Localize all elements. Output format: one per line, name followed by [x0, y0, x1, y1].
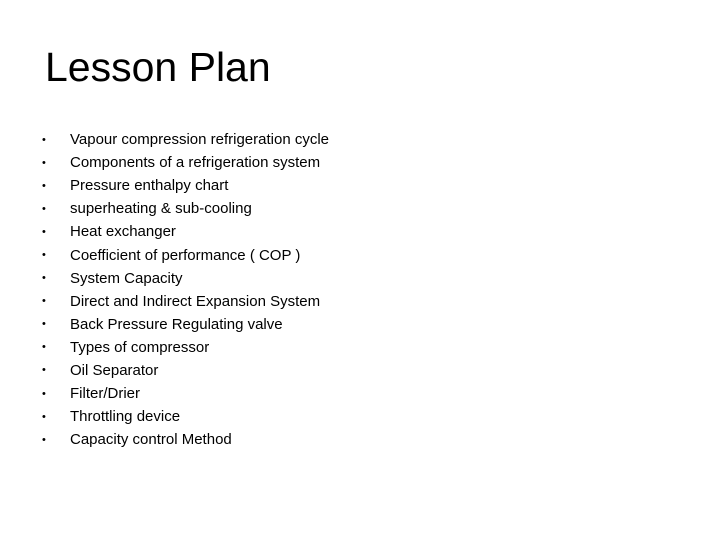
bullet-icon: • [42, 156, 46, 169]
list-item-text: Vapour compression refrigeration cycle [70, 131, 330, 149]
list-item-text: Pressure enthalpy chart [70, 177, 229, 195]
list-item [38, 290, 329, 313]
bullet-icon: • [42, 225, 46, 238]
list-item-text: Components of a refrigeration system [70, 154, 321, 172]
bullet-icon: • [42, 202, 46, 215]
list-item [38, 174, 329, 197]
list-item [38, 428, 329, 451]
list-item-text: superheating & sub-cooling [70, 200, 252, 218]
bullet-icon: • [42, 318, 46, 331]
bullet-icon: • [42, 133, 46, 146]
bullet-icon: • [42, 387, 46, 400]
slide-title: Lesson Plan [45, 44, 271, 90]
bullet-icon: • [42, 295, 46, 308]
bullet-icon: • [42, 341, 46, 354]
list-item [38, 267, 329, 290]
list-item [38, 197, 329, 220]
bullet-icon: • [42, 410, 46, 423]
list-item-text: System Capacity [70, 269, 183, 287]
bullet-icon: • [42, 249, 46, 262]
bullet-icon: • [42, 272, 46, 285]
list-item [38, 220, 329, 243]
list-item-text: Heat exchanger [70, 223, 176, 241]
list-item-text: Throttling device [70, 408, 181, 426]
list-item-text: Direct and Indirect Expansion System [70, 292, 321, 310]
list-item [38, 243, 329, 266]
list-item [38, 405, 329, 428]
list-item-text: Back Pressure Regulating valve [70, 315, 283, 333]
list-item [38, 313, 329, 336]
list-item-text: Coefficient of performance ( COP ) [70, 246, 301, 264]
list-item [38, 382, 329, 405]
list-item [38, 336, 329, 359]
list-item [38, 128, 329, 151]
list-item-text: Capacity control Method [70, 431, 232, 449]
bullet-icon: • [42, 364, 46, 377]
list-item [38, 151, 329, 174]
list-item-text: Oil Separator [70, 361, 159, 379]
list-item-text: Types of compressor [70, 338, 210, 356]
list-item [38, 359, 329, 382]
list-item-text: Filter/Drier [70, 385, 140, 403]
bullet-icon: • [42, 179, 46, 192]
bullet-list [38, 128, 329, 451]
bullet-icon: • [42, 433, 46, 446]
